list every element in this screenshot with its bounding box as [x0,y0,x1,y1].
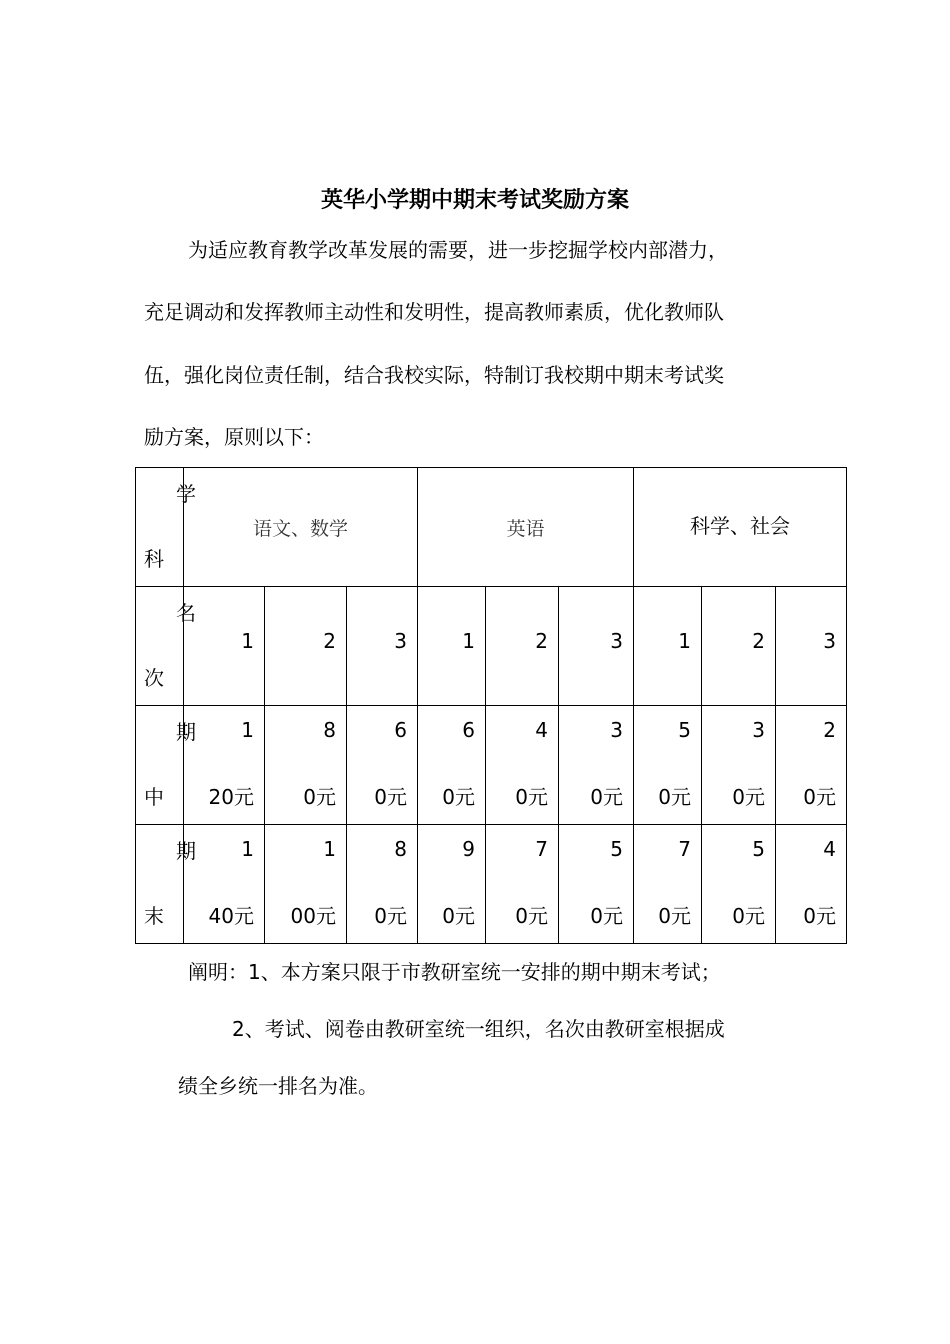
rank-cell [486,587,558,705]
rank-value: 3 [823,629,836,653]
reward-line-1: 7 [678,837,691,861]
final-label-bottom: 末 [144,904,164,928]
rank-cell [559,587,633,705]
final-row [136,825,847,944]
reward-line-1: 5 [678,718,691,742]
subject-label-top: 学 [176,482,196,506]
rank-cell [347,587,417,705]
reward-line-1: 7 [535,837,548,861]
reward-line-2: 0元 [590,785,623,809]
rank-cell [265,587,346,705]
subject-cell [184,468,417,586]
reward-line-1: 1 [323,837,336,861]
subject-cell [418,468,633,586]
reward-table [135,467,847,944]
reward-line-2: 00元 [290,904,336,928]
reward-cell [418,706,485,824]
document-title: 英华小学期中期末考试奖励方案 [320,187,629,213]
rank-label-cell [136,587,196,705]
reward-line-2: 0元 [303,785,336,809]
rank-cell [702,587,775,705]
subject-science-society: 科学、社会 [690,514,790,538]
final-label-top: 期 [176,839,196,863]
rank-value: 1 [241,629,254,653]
reward-line-1: 4 [535,718,548,742]
subject-english: 英语 [506,518,545,540]
note-line-3: 绩全乡统一排名为准。 [178,1074,378,1098]
reward-line-2: 0元 [732,904,765,928]
reward-cell [486,825,558,943]
reward-cell [634,706,701,824]
reward-line-2: 0元 [515,785,548,809]
reward-cell [559,825,633,943]
reward-cell [184,706,264,824]
reward-line-1: 9 [462,837,475,861]
reward-line-2: 0元 [442,904,475,928]
midterm-label-bottom: 中 [144,785,164,809]
reward-line-1: 4 [823,837,836,861]
reward-line-1: 2 [823,718,836,742]
rank-value: 2 [535,629,548,653]
reward-line-1: 3 [752,718,765,742]
rank-label-bottom: 次 [144,666,164,690]
rank-cell [418,587,485,705]
reward-line-1: 6 [394,718,407,742]
rank-cell [776,587,846,705]
subject-label-cell [136,468,196,586]
reward-line-1: 6 [462,718,475,742]
reward-line-2: 20元 [208,785,254,809]
reward-cell [702,825,775,943]
reward-cell [418,825,485,943]
reward-line-1: 3 [610,718,623,742]
rank-label-top: 名 [176,601,196,625]
subject-cell [634,468,846,586]
reward-cell [265,825,346,943]
reward-cell [776,706,846,824]
reward-line-2: 0元 [374,904,407,928]
reward-line-2: 0元 [590,904,623,928]
rank-row [136,587,847,706]
subject-row [136,468,847,587]
midterm-row [136,706,847,825]
reward-line-2: 0元 [658,785,691,809]
final-label-cell [136,825,196,943]
rank-value: 3 [610,629,623,653]
reward-cell [702,706,775,824]
reward-line-1: 1 [241,837,254,861]
reward-line-1: 8 [394,837,407,861]
note-line-1: 阐明：1、本方案只限于市教研室统一安排的期中期末考试； [188,960,721,984]
subject-label-bottom: 科 [144,547,164,571]
reward-line-2: 0元 [803,904,836,928]
subject-chinese-math: 语文、数学 [252,518,348,540]
reward-cell [634,825,701,943]
intro-line-2: 充足调动和发挥教师主动性和发明性，提高教师素质，优化教师队 [144,300,724,324]
reward-line-1: 1 [241,718,254,742]
reward-cell [559,706,633,824]
rank-cell [634,587,701,705]
rank-value: 1 [678,629,691,653]
intro-line-4: 励方案，原则以下： [144,425,324,449]
reward-cell [776,825,846,943]
rank-cell [184,587,264,705]
reward-cell [347,706,417,824]
midterm-label-cell [136,706,196,824]
reward-line-2: 0元 [658,904,691,928]
reward-line-1: 8 [323,718,336,742]
reward-cell [184,825,264,943]
note-line-2: 2、考试、阅卷由教研室统一组织，名次由教研室根据成 [232,1017,725,1041]
rank-value: 2 [323,629,336,653]
reward-cell [265,706,346,824]
reward-cell [486,706,558,824]
reward-line-2: 0元 [374,785,407,809]
reward-line-2: 40元 [208,904,254,928]
rank-value: 1 [462,629,475,653]
reward-line-1: 5 [610,837,623,861]
reward-line-2: 0元 [732,785,765,809]
reward-line-2: 0元 [803,785,836,809]
reward-line-2: 0元 [515,904,548,928]
rank-value: 3 [394,629,407,653]
rank-value: 2 [752,629,765,653]
reward-cell [347,825,417,943]
reward-line-2: 0元 [442,785,475,809]
reward-line-1: 5 [752,837,765,861]
intro-line-3: 伍，强化岗位责任制，结合我校实际，特制订我校期中期末考试奖 [144,363,724,387]
intro-line-1: 为适应教育教学改革发展的需要，进一步挖掘学校内部潜力， [188,238,728,262]
midterm-label-top: 期 [176,720,196,744]
